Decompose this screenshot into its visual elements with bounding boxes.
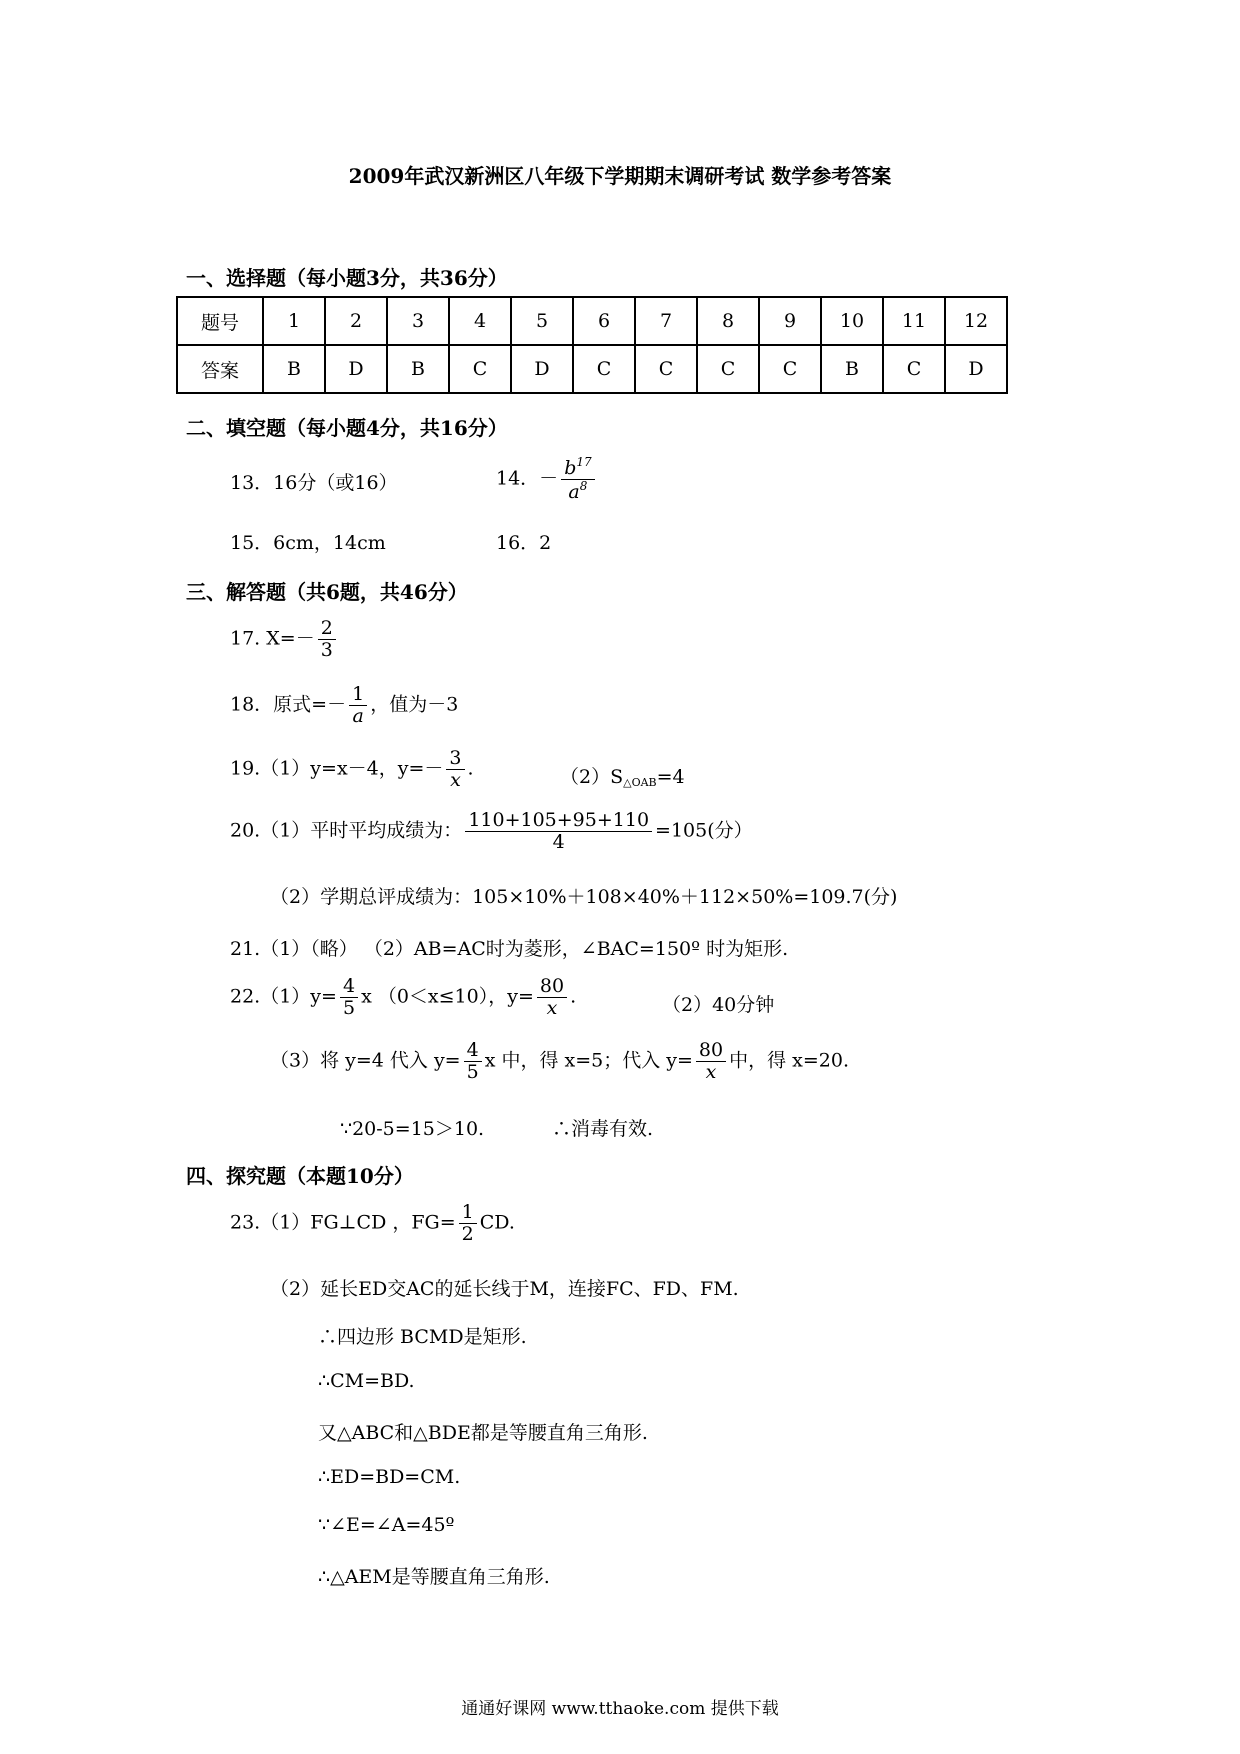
answer-18-text: 18．原式=－: [230, 693, 347, 716]
answer-22-4b: ∴消毒有效.: [552, 1118, 654, 1140]
denominator-base: a: [568, 480, 580, 503]
fraction-denominator: 3: [320, 638, 333, 661]
answer-19: [230, 748, 474, 791]
table-cell: D: [945, 345, 1007, 393]
fraction-numerator: 1: [459, 1202, 477, 1224]
answer-22-3-text: （3）将 y=4 代入 y=: [270, 1049, 461, 1072]
table-cell: 5: [511, 297, 573, 345]
table-cell: C: [883, 345, 945, 393]
table-cell: D: [511, 345, 573, 393]
answer-19-period: .: [467, 757, 474, 780]
table-row: [177, 297, 1007, 345]
fraction: [537, 976, 567, 1019]
fraction: [349, 684, 367, 727]
answer-19-part2-end: =4: [656, 766, 685, 788]
answer-22-3-end: 中，得 x=20.: [729, 1049, 850, 1072]
proof-step: 又△ABC和△BDE都是等腰直角三角形.: [318, 1422, 648, 1444]
answer-20-1-suffix: =105(分）: [655, 819, 753, 842]
denominator-exponent: 8: [579, 478, 588, 493]
fraction-numerator: [561, 456, 594, 480]
answer-16: 16．2: [496, 532, 552, 554]
fraction-numerator: 2: [318, 618, 336, 640]
table-cell: C: [635, 345, 697, 393]
fraction-denominator: [561, 480, 594, 503]
answer-13: 13．16分（或16）: [230, 472, 398, 494]
table-cell: 9: [759, 297, 821, 345]
section-heading-solve: 三、解答题（共6题，共46分）: [186, 580, 468, 604]
answer-22-4a: ∵20-5=15＞10.: [340, 1118, 485, 1140]
answer-21: 21.（1）（略） （2）AB=AC时为菱形，∠BAC=150º 时为矩形.: [230, 938, 789, 960]
answer-22-1-end: .: [570, 985, 577, 1008]
fraction-denominator: x: [705, 1060, 717, 1083]
table-header-label: 题号: [177, 297, 263, 345]
fraction-denominator: 5: [342, 996, 356, 1019]
fraction-numerator: 80: [537, 976, 567, 998]
fraction: [696, 1040, 726, 1083]
proof-step: ∴CM=BD.: [318, 1370, 415, 1392]
answer-22-1-text: 22.（1）y=: [230, 985, 337, 1008]
table-cell: 3: [387, 297, 449, 345]
table-cell: 1: [263, 297, 325, 345]
answer-23-2: （2）延长ED交AC的延长线于M，连接FC、FD、FM.: [270, 1278, 739, 1300]
triangle-subscript: △OAB: [623, 776, 657, 789]
fraction: [446, 748, 464, 791]
fraction-denominator: 2: [461, 1222, 474, 1245]
fraction-denominator: 5: [466, 1060, 479, 1083]
footer-credit: 通通好课网 www.tthaoke.com 提供下载: [461, 1699, 779, 1719]
fraction: [464, 1040, 482, 1083]
section-heading-choice: 一、选择题（每小题3分，共36分）: [186, 266, 508, 290]
proof-step: ∵∠E=∠A=45º: [318, 1514, 455, 1536]
fraction-numerator: 80: [696, 1040, 726, 1062]
answer-22-3: [270, 1040, 849, 1083]
proof-step: ∴△AEM是等腰直角三角形.: [318, 1566, 550, 1588]
table-cell: 4: [449, 297, 511, 345]
table-cell: B: [821, 345, 883, 393]
fraction-denominator: a: [352, 704, 364, 727]
fraction-numerator: 4: [464, 1040, 482, 1062]
answer-20-2: （2）学期总评成绩为：105×10%＋108×40%＋112×50%=109.7(分): [270, 886, 898, 908]
table-cell: B: [387, 345, 449, 393]
fraction-numerator: 3: [446, 748, 464, 770]
answer-20-1: [230, 810, 753, 853]
answer-table: [176, 296, 1008, 394]
answer-17: [230, 618, 339, 661]
table-cell: C: [759, 345, 821, 393]
table-header-label: 答案: [177, 345, 263, 393]
table-cell: C: [573, 345, 635, 393]
table-cell: 7: [635, 297, 697, 345]
answer-23-1-text: 23.（1）FG⊥CD ，FG=: [230, 1211, 456, 1234]
answer-22-2: （2）40分钟: [662, 994, 775, 1016]
answer-19-text: 19.（1）y=x－4，y=－: [230, 757, 444, 780]
table-cell: 10: [821, 297, 883, 345]
answer-18: [230, 684, 458, 727]
table-cell: 2: [325, 297, 387, 345]
fraction-numerator: 1: [349, 684, 367, 706]
table-row: [177, 345, 1007, 393]
table-cell: C: [449, 345, 511, 393]
fraction: [318, 618, 336, 661]
answer-14-prefix: 14．－: [496, 467, 559, 490]
section-heading-explore: 四、探究题（本题10分）: [186, 1164, 414, 1188]
table-cell: 11: [883, 297, 945, 345]
answer-22-3-mid: x 中，得 x=5；代入 y=: [484, 1049, 693, 1072]
fraction: [561, 456, 594, 503]
answer-18-suffix: ，值为－3: [370, 693, 459, 716]
table-cell: D: [325, 345, 387, 393]
answer-19-part2-text: （2）S: [560, 766, 624, 788]
fraction-denominator: x: [450, 768, 461, 791]
table-cell: 12: [945, 297, 1007, 345]
table-cell: 6: [573, 297, 635, 345]
proof-step: ∴四边形 BCMD是矩形.: [318, 1326, 527, 1348]
answer-22-1: [230, 976, 576, 1019]
answer-17-text: 17. X=－: [230, 627, 315, 650]
answer-15: 15．6cm，14cm: [230, 532, 386, 554]
proof-step: ∴ED=BD=CM.: [318, 1466, 461, 1488]
answer-22-1-mid: x （0＜x≤10），y=: [361, 985, 534, 1008]
fraction: [465, 810, 652, 853]
table-cell: C: [697, 345, 759, 393]
answer-14: [496, 456, 598, 503]
answer-19-part2: [560, 762, 685, 789]
numerator-exponent: 17: [576, 455, 592, 469]
fraction: [340, 976, 358, 1019]
answer-23-1-end: CD.: [479, 1211, 515, 1234]
table-cell: 8: [697, 297, 759, 345]
numerator-base: b: [564, 457, 577, 479]
fraction-numerator: 4: [340, 976, 358, 998]
fraction-denominator: 4: [552, 830, 565, 853]
section-heading-fill: 二、填空题（每小题4分，共16分）: [186, 416, 508, 440]
page-title: 2009年武汉新洲区八年级下学期期末调研考试 数学参考答案: [348, 164, 892, 188]
fraction-denominator: x: [546, 996, 558, 1019]
fraction-numerator: 110+105+95+110: [465, 810, 652, 832]
answer-23-1: [230, 1202, 515, 1245]
table-cell: B: [263, 345, 325, 393]
fraction: [459, 1202, 477, 1245]
answer-20-1-text: 20.（1）平时平均成绩为：: [230, 819, 463, 842]
